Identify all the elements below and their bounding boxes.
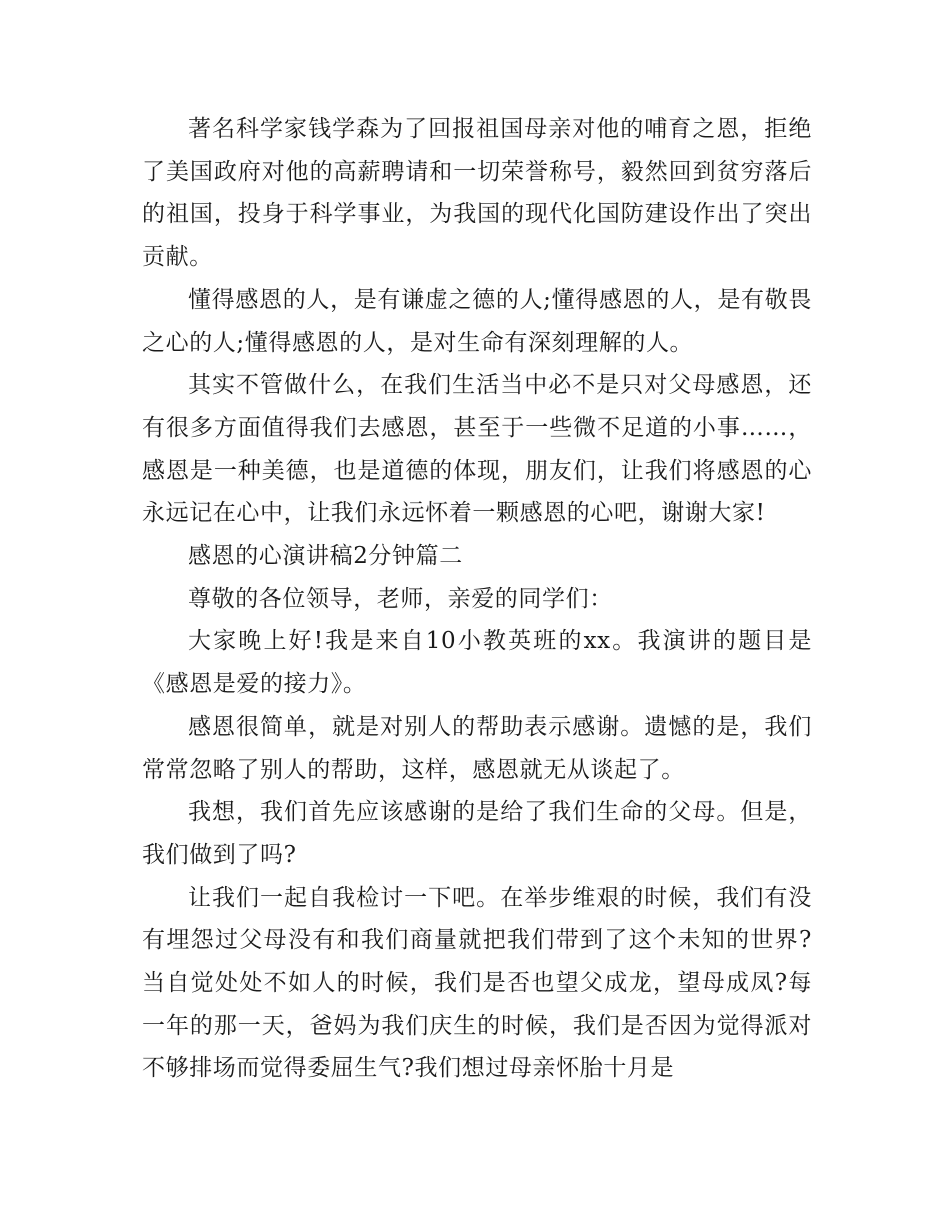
- paragraph-qian-xuesen: 著名科学家钱学森为了回报祖国母亲对他的哺育之恩，拒绝了美国政府对他的高薪聘请和一切荣誉称号，毅然回到贫穷落后的祖国，投身于科学事业，为我国的现代化国防建设作出了突出贡献。: [142, 116, 812, 271]
- section-heading: 感恩的心演讲稿2分钟篇二: [188, 543, 463, 570]
- paragraph-gratitude-virtue: 懂得感恩的人，是有谦虚之德的人;懂得感恩的人，是有敬畏之心的人;懂得感恩的人，是对生命有深刻理解的人。: [142, 286, 812, 356]
- paragraph-thank-parents: 我想，我们首先应该感谢的是给了我们生命的父母。但是，我们做到了吗?: [142, 799, 812, 868]
- paragraph-closing: 其实不管做什么，在我们生活当中必不是只对父母感恩，还有很多方面值得我们去感恩，甚至于一些微不足道的小事……，感恩是一种美德，也是道德的体现，朋友们，让我们将感恩的心永远记在心中，让我们永远怀着一颗感恩的心吧，谢谢大家!: [142, 372, 812, 527]
- paragraph-gratitude-simple: 感恩很简单，就是对别人的帮助表示感谢。遗憾的是，我们常常忽略了别人的帮助，这样，感恩就无从谈起了。: [142, 713, 812, 783]
- paragraph-self-reflection: 让我们一起自我检讨一下吧。在举步维艰的时候，我们有没有埋怨过父母没有和我们商量就把我们带到了这个未知的世界?当自觉处处不如人的时候，我们是否也望父成龙，望母成凤?每一年的那一天，爸妈为我们庆生的时候，我们是否因为觉得派对不够排场而觉得委屈生气?我们想过母亲怀胎十月是: [142, 884, 812, 1082]
- document-body: [142, 108, 812, 1090]
- paragraph-salutation: 尊敬的各位领导，老师，亲爱的同学们：: [188, 585, 613, 612]
- paragraph-greeting: 大家晚上好!我是来自10小教英班的xx。我演讲的题目是《感恩是爱的接力》。: [142, 628, 812, 698]
